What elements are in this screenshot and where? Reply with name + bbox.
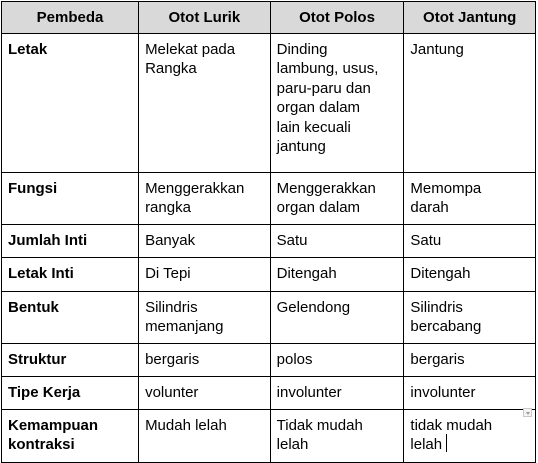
- table-row: [2, 224, 536, 257]
- table-row: [2, 376, 536, 409]
- row-label-cell[interactable]: Jumlah Inti: [2, 224, 139, 257]
- table-cell[interactable]: bergaris: [139, 343, 271, 376]
- table-cell[interactable]: Menggerakkan rangka: [139, 172, 271, 224]
- header-cell-otot-jantung[interactable]: Otot Jantung: [404, 2, 536, 34]
- text-cursor: [446, 434, 447, 452]
- row-label-cell[interactable]: Tipe Kerja: [2, 376, 139, 409]
- row-label-cell[interactable]: Struktur: [2, 343, 139, 376]
- table-cell[interactable]: bergaris: [404, 343, 536, 376]
- table-row: [2, 33, 536, 172]
- table-cell[interactable]: Di Tepi: [139, 257, 271, 291]
- table-cell[interactable]: Melekat pada Rangka: [139, 33, 271, 172]
- table-row: [2, 343, 536, 376]
- table-cell[interactable]: Gelendong: [270, 291, 404, 343]
- row-label-cell[interactable]: Letak Inti: [2, 257, 139, 291]
- table-cell[interactable]: Silindris memanjang: [139, 291, 271, 343]
- table-cell[interactable]: Silindris bercabang: [404, 291, 536, 343]
- table-cell[interactable]: Menggerakkan organ dalam: [270, 172, 404, 224]
- row-label-cell[interactable]: Fungsi: [2, 172, 139, 224]
- table-cell[interactable]: Ditengah: [270, 257, 404, 291]
- header-cell-pembeda[interactable]: Pembeda: [2, 2, 139, 34]
- comparison-table: [1, 1, 536, 463]
- table-cell[interactable]: Tidak mudah lelah: [270, 409, 404, 462]
- table-cell[interactable]: Jantung: [404, 33, 536, 172]
- table-cell[interactable]: Ditengah: [404, 257, 536, 291]
- table-cell[interactable]: involunter: [270, 376, 404, 409]
- row-label-cell[interactable]: Letak: [2, 33, 139, 172]
- table-cell[interactable]: Memompa darah: [404, 172, 536, 224]
- header-cell-otot-lurik[interactable]: Otot Lurik: [139, 2, 271, 34]
- row-label-cell[interactable]: Bentuk: [2, 291, 139, 343]
- table-row: [2, 291, 536, 343]
- table-body: [2, 33, 536, 462]
- table-row: [2, 409, 536, 462]
- table-cell[interactable]: Satu: [270, 224, 404, 257]
- table-row: [2, 257, 536, 291]
- table-cell[interactable]: polos: [270, 343, 404, 376]
- table-row: [2, 172, 536, 224]
- header-row: [2, 2, 536, 34]
- table-cell[interactable]: volunter: [139, 376, 271, 409]
- table-header: [2, 2, 536, 34]
- table-cell[interactable]: Banyak: [139, 224, 271, 257]
- table-cell[interactable]: Satu: [404, 224, 536, 257]
- row-label-cell[interactable]: Kemampuan kontraksi: [2, 409, 139, 462]
- cell-dropdown-icon[interactable]: [523, 408, 532, 417]
- table-cell[interactable]: Dinding lambung, usus, paru-paru dan organ dalam lain kecuali jantung: [270, 33, 404, 172]
- header-cell-otot-polos[interactable]: Otot Polos: [270, 2, 404, 34]
- table-cell[interactable]: Mudah lelah: [139, 409, 271, 462]
- table-cell-active[interactable]: tidak mudah lelah: [404, 409, 536, 462]
- table-cell[interactable]: involunter: [404, 376, 536, 409]
